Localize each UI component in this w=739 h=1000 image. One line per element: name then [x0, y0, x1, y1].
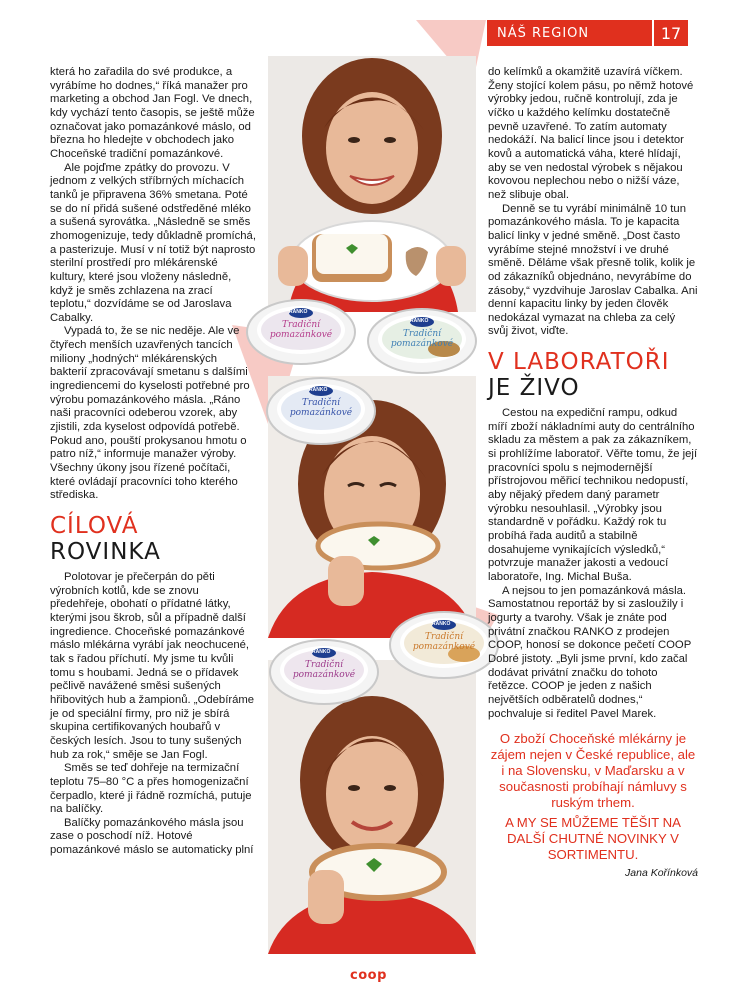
- tub-4-line2: pomazánkové: [292, 670, 356, 680]
- tub-2-line2: pomazánkové: [390, 339, 454, 349]
- paragraph: Směs se teď dohřeje na termizační teplotu 75–80 °C a přes homogenizační čerpadlo, které ji řádně rozmíchá, putuje na balíčky.: [50, 762, 252, 816]
- tub-2-line1: Tradiční: [402, 329, 442, 339]
- tub-1-brand: RANKO: [289, 309, 308, 315]
- paragraph: A nejsou to jen pomazánková másla. Samostatnou reportáž by si zasloužily i jogurty a tvarohy. Však je znáte pod privátní značkou RANKO z prodejen COOP, honosí se dokonce pečetí COOP Dobré jistoty. „Byli jsme první, kdo začal dodávat privátní značku do tohoto řetězce. COOP je jeden z našich největších odběratelů dodnes,“ pochvaluje si ředitel Pavel Marek.: [488, 584, 692, 720]
- paragraph: Vypadá to, že se nic neděje. Ale ve čtyřech menších uzavřených tancích miliony „hodných“ mlékárenských bakterií zpracovávají smetanu s dalšími ingrediencemi do kyselosti potřebné pro výrobu pomazánkového másla. „Ráno naši pracovníci odeberou vzorek, aby zjistili, zda kyselost odpovídá potřebě. Pokud ano, pouští prokysanou hmotu o patro níž,“ informuje manažer výroby. Všechny úkony jsou řízené počítači, které ovládají pracovníci toho kterého střediska.: [50, 325, 250, 502]
- tub-5-line2: pomazánkové: [412, 642, 476, 652]
- tub-3-brand: RANKO: [309, 387, 328, 393]
- tub-4-brand: RANKO: [312, 649, 331, 655]
- tub-5-label: [408, 632, 480, 652]
- page-number: 17: [660, 23, 682, 43]
- product-tub-garlic: [268, 636, 380, 706]
- subheading-black: ROVINKA: [50, 539, 161, 565]
- paragraph: Ale pojďme zpátky do provozu. V jednom z velkých stříbrných míchacích tanků je připravena 36% smetana. Poté se do ní přidá sušené odstředěné mléko a sušená syrovátka. „Následně se směs zhomogenizuje, tedy důkladně promíchá, a pasterizuje. Musí v ní totiž být naprosto sterilní prostředí pro mlékárenské kultury, které jsou vloženy následně, když je směs zchlazena na zrací teplotu,“ dozvídáme se od Jaroslava Cabalky.: [50, 161, 256, 324]
- product-tub-mushroom: [366, 305, 478, 375]
- coop-logo: coop: [350, 968, 387, 983]
- tub-3-line1: Tradiční: [301, 398, 341, 408]
- tub-1-label: [265, 320, 337, 340]
- tub-3-line2: pomazánkové: [289, 408, 353, 418]
- tub-2-brand: RANKO: [410, 318, 429, 324]
- paragraph: Cestou na expediční rampu, odkud míří zboží nákladními auty do centrálního skladu za městem a pak za zákazníkem, si prohlížíme laboratoř. Věřte tomu, že její pracovníci spolu s nejmodernější přístrojovou měřicí technikou nedopustí, aby nějaký předem daný parametr výrobku nesouhlasil. „Výrobky jsou standardně v pořádku. Každý rok tu probíhá řada auditů a stabilně dosahujeme vynikajících výsledků,“ potvrzuje manažer jakosti a vedoucí laboratoře, Ing. Michal Buša.: [488, 407, 698, 583]
- callout-uppercase: A MY SE MŮŽEME TĚŠIT NA DALŠÍ CHUTNÉ NOVINKY V SORTIMENTU.: [505, 815, 681, 863]
- author-name: Jana Kořínková: [625, 867, 698, 880]
- article-column-left: [50, 66, 256, 858]
- tub-3-label: [285, 398, 357, 418]
- section-header: [487, 20, 688, 46]
- tub-2-label: [386, 329, 458, 349]
- product-tub-natural: [265, 374, 377, 446]
- paragraph: která ho zařadila do své produkce, a vyrábíme ho dodnes,“ říká manažer pro marketing a obchod Jan Fogl. Ve dnech, kdy vychází tento časopis, se ještě může označovat jako pomazánkové máslo, od března ho hledejte v obchodech jako Choceňské tradiční pomazánkové.: [50, 66, 255, 160]
- tub-5-line1: Tradiční: [424, 632, 464, 642]
- tub-4-line1: Tradiční: [304, 660, 344, 670]
- paragraph: do kelímků a okamžitě uzavírá víčkem. Ženy stojící kolem pásu, po němž hotové výrobky jedou, ručně kontrolují, zda je víčko u každého kelímku dostatečně pevně uzavřené. To zatím automaty nedokáží. Na balicí lince jsou i detektor kovů a automatická váha, které hlídají, aby se ven nedostal výrobek s nějakou kovovou neplechou nebo o nižší váze, než slibuje obal.: [488, 66, 694, 201]
- photo-woman-holding-plate: [268, 56, 476, 312]
- paragraph: Denně se tu vyrábí minimálně 10 tun pomazánkového másla. To je kapacita balicí linky v jedné směně. „Dost často vyrábíme stejné množství i ve druhé směně. Děláme však přesně tolik, kolik je od zákazníků objednáno, nevyrábíme do zásoby,“ vyzdvihuje Jaroslav Cabalka. Ani denní kapacitu linky by jeden člověk nedokázal vymazat na chleba za celý svůj život, viďte.: [488, 202, 698, 338]
- paragraph: Polotovar je přečerpán do pěti výrobních kotlů, kde se znovu předehřeje, obohatí o přídatné látky, kterými jsou škrob, sůl a případně další ingredience. Choceňské pomazánkové máslo mlékárna vyrábí jak neochucené, tak s řadou příchutí. My jsme tu kvůli tomu s houbami. Jedná se o přídavek pečlivě navážené směsi sušených hřibovitých hub a žampionů. „Odebíráme je od speciální firmy, pro niž je sbírá skupina certifikovaných houbařů v českých lesích. Jsou to tuny sušených hub za rok,“ směje se Jan Fogl.: [50, 571, 255, 761]
- subheading-black: JE ŽIVO: [488, 375, 580, 402]
- tub-4-label: [288, 660, 360, 680]
- section-title: NÁŠ REGION: [497, 25, 590, 41]
- tub-5-brand: RANKO: [432, 621, 451, 627]
- tub-1-line1: Tradiční: [281, 320, 321, 330]
- paragraph: Balíčky pomazánkového másla jsou zase o poschodí níž. Hotové pomazánkové máslo se automaticky plní: [50, 816, 254, 857]
- product-tub-onion: [388, 608, 500, 680]
- callout-text: O zboží Choceňské mlékárny je zájem nejen v České republice, ale i na Slovensku, v Maďarsku a v současnosti probíhají námluvy s ruským trhem.: [490, 731, 696, 811]
- photo-1-illustration: [268, 56, 476, 312]
- tub-1-line2: pomazánkové: [269, 330, 333, 340]
- product-tub-plain: [245, 296, 357, 366]
- subheading-red: V LABORATOŘI: [488, 349, 670, 376]
- subheading-red: CÍLOVÁ: [50, 513, 139, 539]
- article-column-right: [488, 66, 698, 881]
